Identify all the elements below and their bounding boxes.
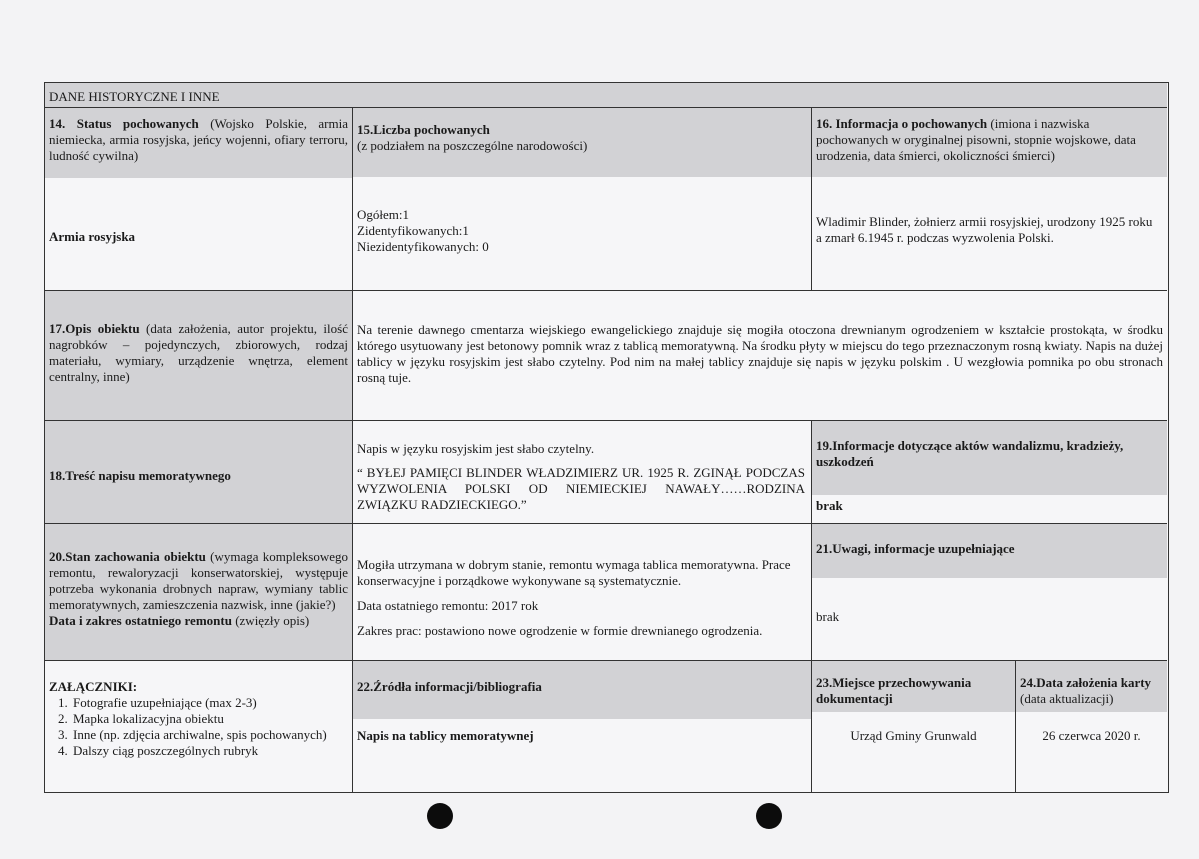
- field-20-label-rest2: (zwięzły opis): [231, 613, 310, 628]
- field-24-value: 26 czerwca 2020 r.: [1042, 728, 1141, 743]
- field-23-label: 23.Miejsce przechowywania dokumentacji: [812, 661, 1015, 712]
- field-24-label-rest: (data aktualizacji): [1020, 691, 1114, 706]
- field-20-label: [49, 549, 348, 629]
- field-16-value: Wladimir Blinder, żołnierz armii rosyjskiej, urodzony 1925 roku a zmarł 6.1945 r. podczas wyzwolenia Polski.: [816, 214, 1153, 245]
- section-header: [45, 83, 1167, 108]
- attachment-item: 3. Inne (np. zdjęcia archiwalne, spis pochowanych): [71, 727, 348, 743]
- attachments-cell: [45, 661, 353, 792]
- field-15-identified: Zidentyfikowanych:1: [357, 223, 469, 238]
- field-20-p2: Data ostatniego remontu: 2017 rok: [357, 598, 539, 613]
- field-16-info: [812, 108, 1167, 291]
- section-header-text: DANE HISTORYCZNE I INNE: [49, 89, 220, 104]
- field-18-label-cell: [45, 421, 353, 524]
- field-20-label-rest: (wymaga kompleksowego remontu, rewaloryzacji konserwatorskiej, występuje potrzeba wykonania drobnych napraw, wymiany tablic memoratywnych, zamieszczenia nazwisk, inne (jakie?): [49, 549, 348, 612]
- attachments-label: ZAŁĄCZNIKI:: [49, 679, 138, 694]
- binder-hole-left: [427, 803, 453, 829]
- field-20-value-cell: [353, 524, 812, 661]
- field-17-label-rest: (data założenia, autor projektu, ilość nagrobków – pojedynczych, zbiorowych, rodzaj materiału, wymiary, urządzenie wnętrza, element centralny, inne): [49, 321, 348, 384]
- field-23-cell: [812, 661, 1016, 792]
- field-15-label: [353, 108, 811, 177]
- field-19-value: brak: [816, 498, 843, 513]
- field-23-value: Urząd Gminy Grunwald: [850, 728, 977, 743]
- field-21-cell: [812, 524, 1167, 661]
- binder-hole-right: [756, 803, 782, 829]
- attachment-item: 1. Fotografie uzupełniające (max 2-3): [71, 695, 348, 711]
- field-15-total: Ogółem:1: [357, 207, 409, 222]
- field-16-label: [812, 108, 1167, 177]
- field-17-label: [49, 321, 348, 385]
- field-20-p1: Mogiła utrzymana w dobrym stanie, remontu wymaga tablica memoratywna. Prace konserwacyjne i porządkowe wykonywane są systematycznie.: [357, 557, 791, 588]
- field-14-label-bold: 14. Status pochowanych: [49, 116, 199, 131]
- field-20-label-bold2: Data i zakres ostatniego remontu: [49, 613, 232, 628]
- field-17-value: Na terenie dawnego cmentarza wiejskiego ewangelickiego znajduje się mogiła otoczona drewnianym ogrodzeniem w kształcie prostokąta, w środku którego usytuowany jest betonowy pomnik wraz z tablicą memoratywną. Na środku płyty w miejscu do tego przeznaczonym rosną kwiaty. Napis na dużej tablicy w języku rosyjskim jest słabo czytelny. Pod nim na małej tablicy znajduje się napis w języku polskim . U wezgłowia pomnika po obu stronach rosną tuje.: [357, 322, 1163, 385]
- field-24-cell: [1016, 661, 1167, 792]
- field-20-p3: Zakres prac: postawiono nowe ogrodzenie w formie drewnianego ogrodzenia.: [357, 623, 763, 638]
- field-24-label-bold: 24.Data założenia karty: [1020, 675, 1152, 690]
- field-16-label-rest: (imiona i nazwiska pochowanych w oryginalnej pisowni, stopnie wojskowe, data urodzenia, data śmierci, okoliczności śmierci): [816, 116, 1136, 163]
- field-24-label: [1016, 661, 1167, 712]
- field-15-count: [353, 108, 812, 291]
- field-17-label-bold: 17.Opis obiektu: [49, 321, 140, 336]
- field-14-label-rest: (Wojsko Polskie, armia niemiecka, armia rosyjska, jeńcy wojenni, ofiary terroru, ludność cywilna): [49, 116, 349, 163]
- field-19-cell: [812, 421, 1167, 524]
- attachment-item: 4. Dalszy ciąg poszczególnych rubryk: [71, 743, 348, 759]
- field-14-value: Armia rosyjska: [49, 229, 136, 244]
- field-19-label: 19.Informacje dotyczące aktów wandalizmu, kradzieży, uszkodzeń: [812, 421, 1167, 495]
- field-17-value-cell: [353, 291, 1167, 421]
- field-15-unidentified: Niezidentyfikowanych: 0: [357, 239, 489, 254]
- field-16-label-bold: 16. Informacja o pochowanych: [816, 116, 988, 131]
- field-18-label: 18.Treść napisu memoratywnego: [49, 468, 231, 483]
- field-18-quote: “ BYŁEJ PAMIĘCI BLINDER WŁADZIMIERZ UR. 1925 R. ZGINĄŁ PODCZAS WYZWOLENIA POLSKI OD NIEMIECKIEJ NAWAŁY……RODZINA ZWIĄZKU RADZIECKIEGO.”: [357, 465, 805, 512]
- field-21-value: brak: [816, 609, 840, 624]
- field-22-label: 22.Źródła informacji/bibliografia: [353, 661, 811, 719]
- field-18-line1: Napis w języku rosyjskim jest słabo czytelny.: [357, 441, 595, 456]
- field-15-label-bold: 15.Liczba pochowanych: [357, 122, 490, 137]
- field-22-cell: [353, 661, 812, 792]
- attachment-item: 2. Mapka lokalizacyjna obiektu: [71, 711, 348, 727]
- field-20-label-bold: 20.Stan zachowania obiektu: [49, 549, 206, 564]
- historical-data-form: [44, 82, 1169, 793]
- field-18-value-cell: [353, 421, 812, 524]
- field-21-label: 21.Uwagi, informacje uzupełniające: [812, 524, 1167, 578]
- field-15-label-rest: (z podziałem na poszczególne narodowości): [357, 138, 588, 153]
- field-20-label-cell: [45, 524, 353, 661]
- field-14-label: [45, 108, 352, 178]
- field-22-value: Napis na tablicy memoratywnej: [357, 728, 534, 743]
- field-17-label-cell: [45, 291, 353, 421]
- field-14-status: [45, 108, 353, 291]
- attachments-list: [49, 695, 348, 759]
